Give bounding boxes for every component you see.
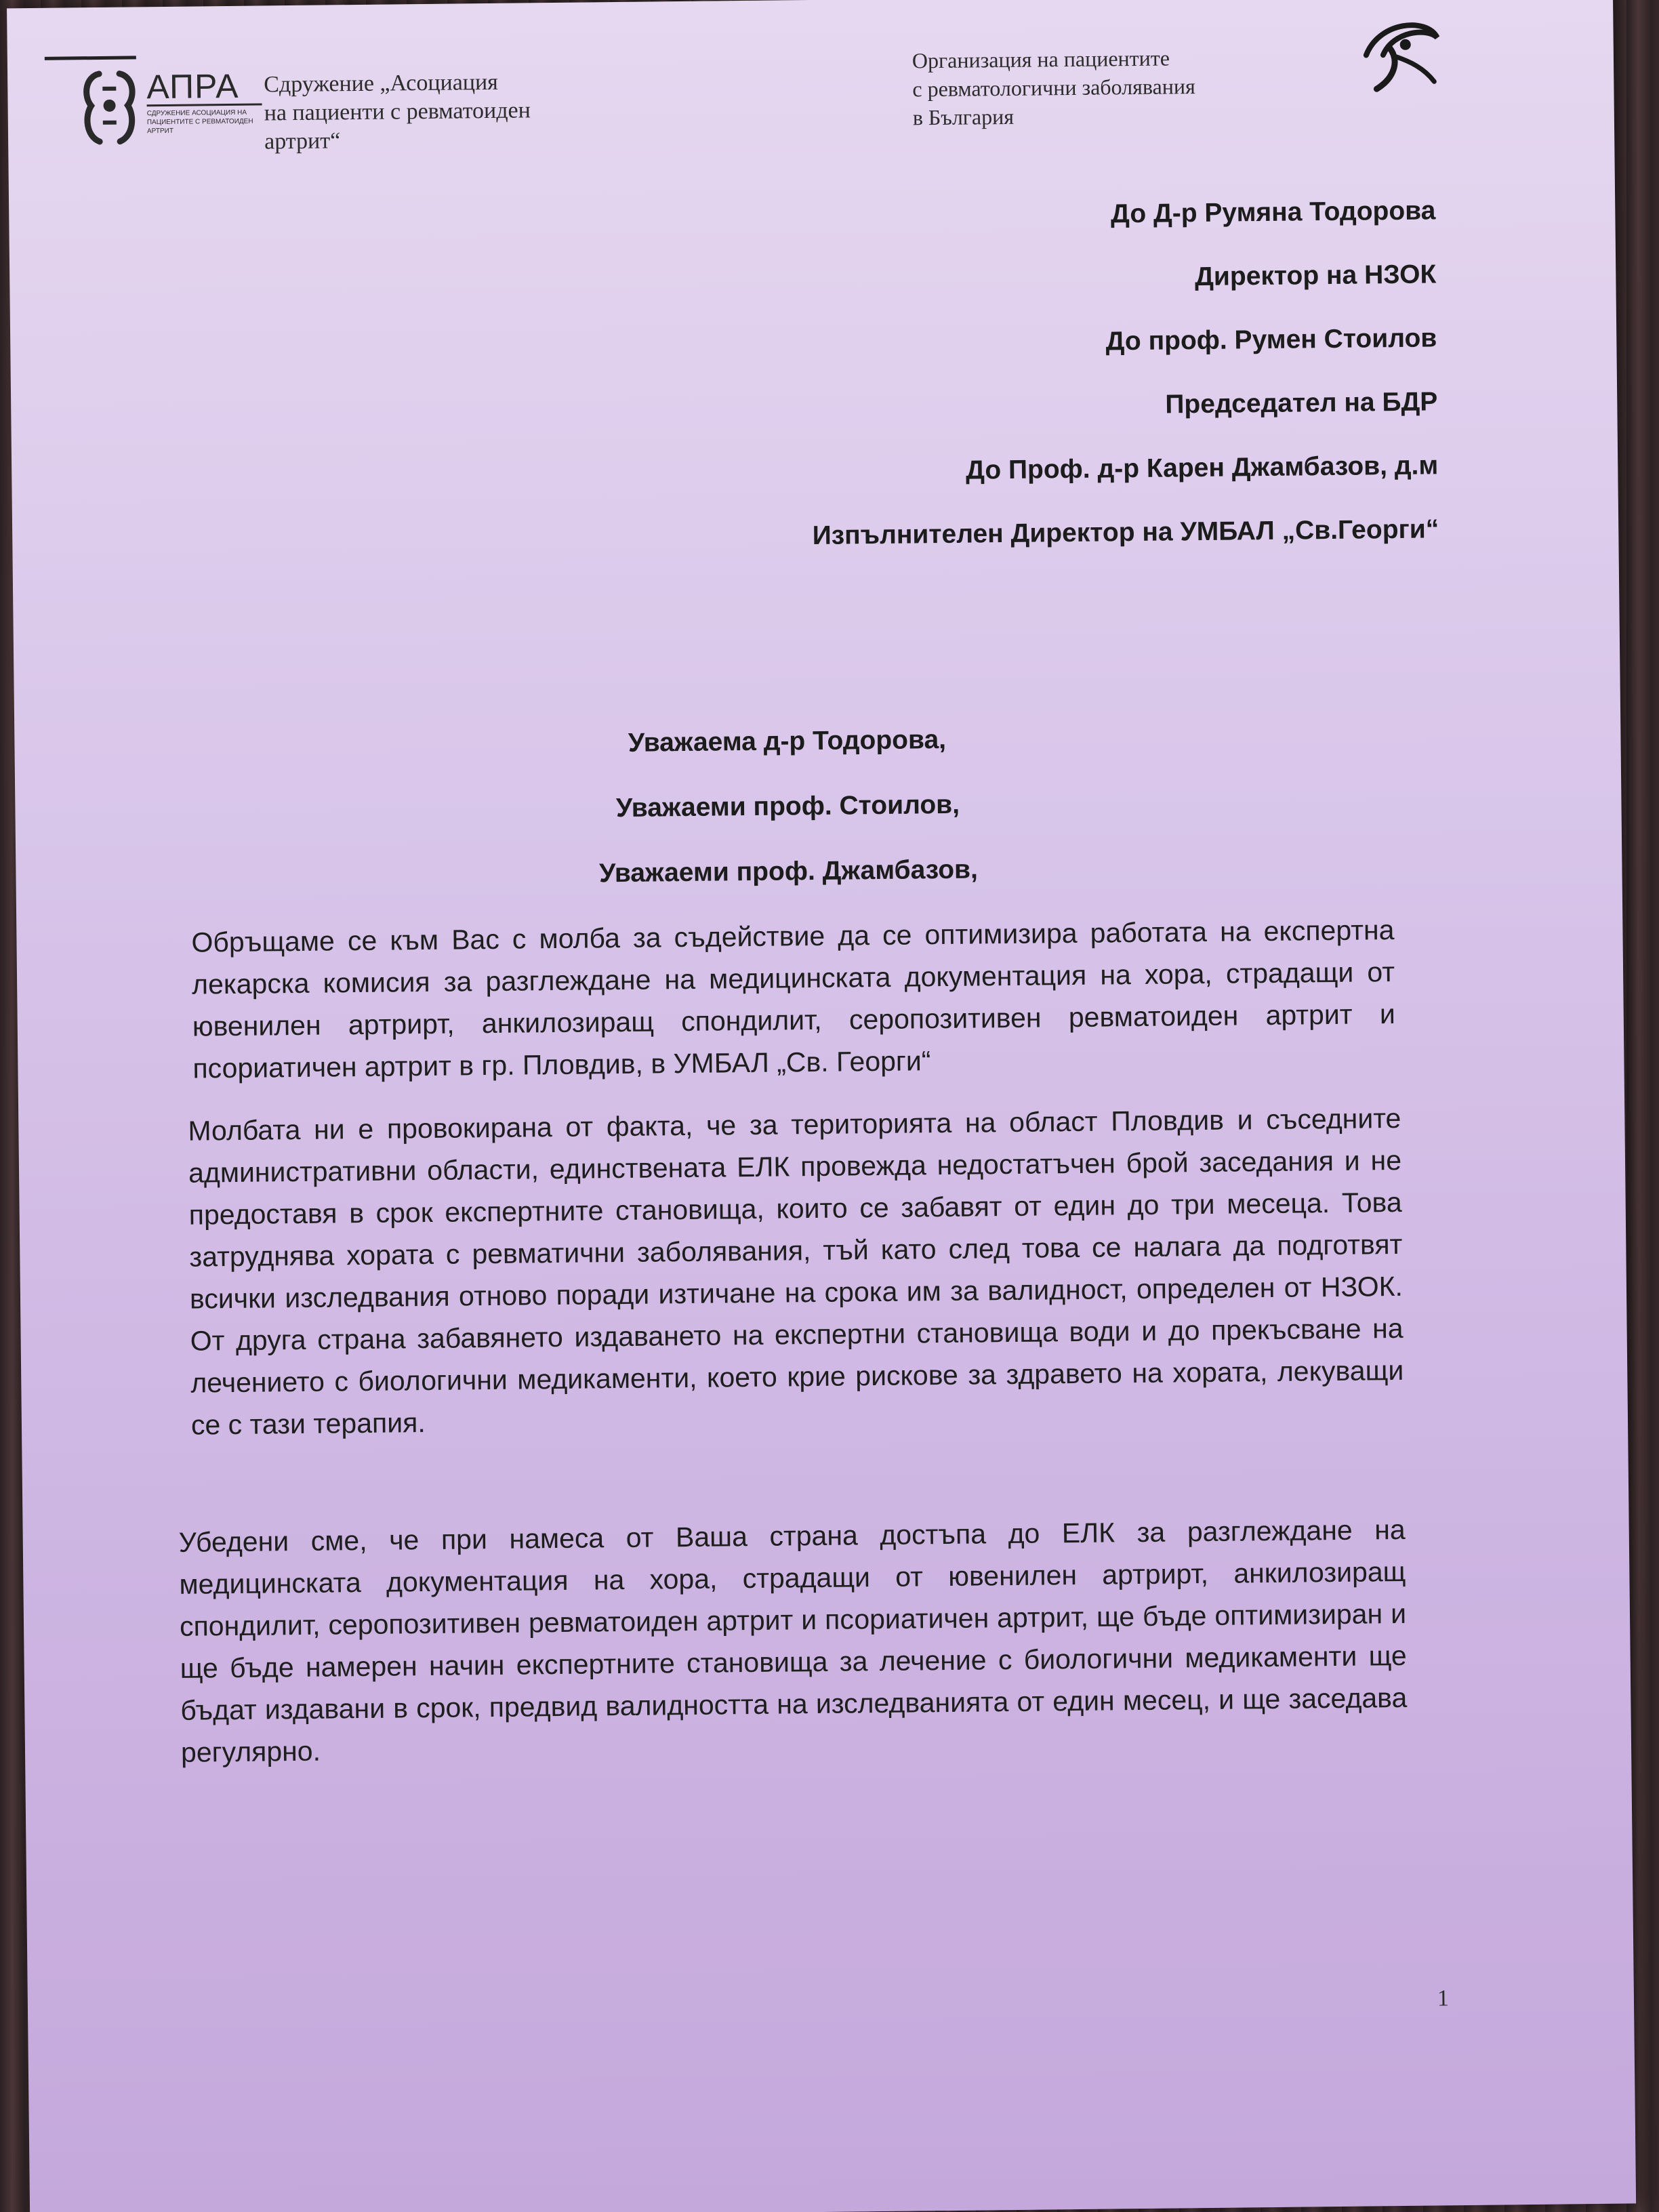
addressee-line: До проф. Румен Стоилов bbox=[1105, 323, 1437, 356]
page-number: 1 bbox=[1437, 1986, 1450, 2011]
document-page bbox=[7, 0, 1636, 2212]
apra-logo-text bbox=[146, 68, 262, 136]
body-paragraph-1: Обръщаме се към Вас с молба за съдействие да се оптимизира работата на експертна лекарска комисия за разглеждане на медицинската документация на хора, страдащи от ювенилен артрирт, анкилозиращ спондилит, серопозитивен ревматоиден артрит и псориатичен артрит в гр. Пловдив, в УМБАЛ „Св. Георги“ bbox=[191, 914, 1395, 1084]
addressee-line: Председател на БДР bbox=[1165, 387, 1438, 419]
top-rule-line bbox=[45, 56, 136, 60]
salutation-line: Уважаема д-р Тодорова, bbox=[628, 724, 947, 758]
salutation-block bbox=[211, 716, 1365, 924]
body-paragraph-2: Молбата ни е провокирана от факта, че за територията на област Пловдив и съседните административни области, единствената ЕЛК провежда недостатъчен брой заседания и не предоставя в срок експертните становища, които се забавят от един до три месеца. Това затруднява хората с ревматични заболявания, тъй като след това се налага да подготвят всички изследвания отново поради изтичане на срока им за валидност, определен от НЗОК. От друга страна забавянето издаването на експертни становища води и до прекъсване на лечението с биологични медикаменти, което крие рискове за здравето на хората, лекуващи се с тази терапия. bbox=[188, 1102, 1404, 1441]
addressee-line: Директор на НЗОК bbox=[1194, 260, 1437, 292]
left-organization-name: Сдружение „Асоциация на пациенти с ревматоиден артрит“ bbox=[264, 69, 531, 155]
addressee-block bbox=[808, 191, 1439, 580]
addressee-line: Изпълнителен Директор на УМБАЛ „Св.Георги“ bbox=[812, 514, 1439, 551]
body-paragraph-3: Убедени сме, че при намеса от Ваша страна достъпа до ЕЛК за разглеждане на медицинската документация на хора, страдащи от ювенилен артрирт, анкилозиращ спондилит, серопозитивен ревматоиден артрит и псориатичен артрит, ще бъде оптимизиран и ще бъде намерен начин експертните становища за лечение с биологични медикаменти ще бъдат издавани в срок, предвид валидността на изследванията от един месец, и ще заседава регулярно. bbox=[178, 1513, 1408, 1768]
apra-brand: АПРА bbox=[146, 68, 262, 106]
stylized-figure-logo-icon bbox=[1352, 14, 1448, 96]
addressee-line: До Д-р Румяна Тодорова bbox=[1110, 196, 1436, 229]
salutation-line: Уважаеми проф. Джамбазов, bbox=[598, 855, 979, 888]
apra-brand-subtitle: СДРУЖЕНИЕ АСОЦИАЦИЯ НА ПАЦИЕНТИТЕ С РЕВМАТОИДЕН АРТРИТ bbox=[146, 108, 253, 136]
right-organization-name: Организация на пациентите с ревматологични заболявания в България bbox=[912, 45, 1195, 130]
apra-logo-icon bbox=[79, 68, 140, 146]
addressee-line: До Проф. д-р Карен Джамбазов, д.м bbox=[965, 451, 1439, 485]
salutation-line: Уважаеми проф. Стоилов, bbox=[615, 790, 960, 823]
